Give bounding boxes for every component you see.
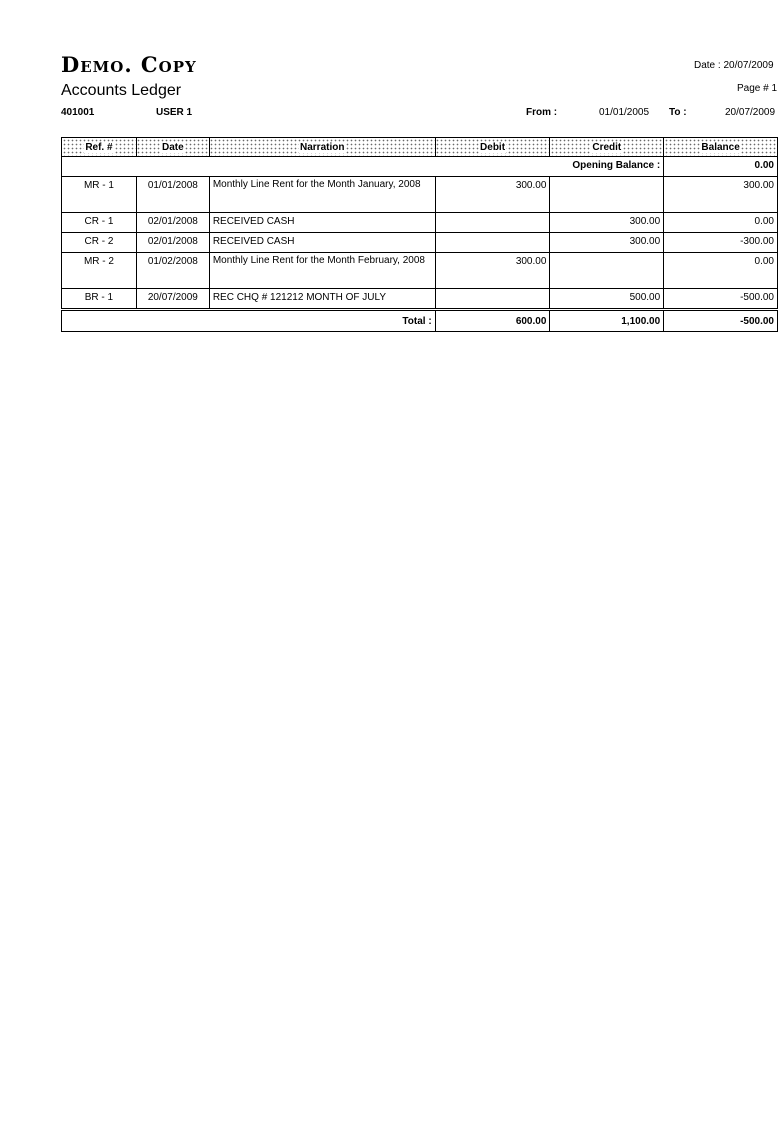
account-code: 401001 [61, 107, 95, 118]
cell-ref: MR - 2 [62, 253, 137, 289]
cell-date: 20/07/2009 [136, 289, 209, 309]
cell-credit: 300.00 [550, 213, 664, 233]
cell-debit [435, 289, 550, 309]
from-label: From : [526, 107, 558, 118]
table-row [62, 177, 778, 213]
cell-date: 02/01/2008 [136, 213, 209, 233]
totals-label: Total : [62, 311, 436, 332]
table-row [62, 233, 778, 253]
total-debit: 600.00 [435, 311, 550, 332]
table-row [62, 253, 778, 289]
table-row [62, 213, 778, 233]
cell-debit: 300.00 [435, 253, 550, 289]
total-balance: -500.00 [664, 311, 778, 332]
company-name: Demo. Copy [61, 52, 197, 77]
table-header-row [62, 138, 778, 157]
opening-balance-value: 0.00 [664, 157, 778, 177]
cell-balance: -300.00 [664, 233, 778, 253]
to-label: To : [669, 107, 687, 118]
cell-date: 02/01/2008 [136, 233, 209, 253]
from-date: 01/01/2005 [599, 107, 650, 118]
ledger-table [61, 137, 778, 332]
cell-debit: 300.00 [435, 177, 550, 213]
column-header-debit: Debit [435, 138, 550, 157]
cell-balance: 0.00 [664, 253, 778, 289]
cell-narration: Monthly Line Rent for the Month January, 2008 [209, 177, 435, 213]
cell-ref: BR - 1 [62, 289, 137, 309]
to-date: 20/07/2009 [725, 107, 776, 118]
cell-credit [550, 177, 664, 213]
column-header-date: Date [136, 138, 209, 157]
cell-credit: 300.00 [550, 233, 664, 253]
column-header-credit: Credit [550, 138, 664, 157]
cell-narration: RECEIVED CASH [209, 213, 435, 233]
cell-narration: REC CHQ # 121212 MONTH OF JULY [209, 289, 435, 309]
column-header-balance: Balance [664, 138, 778, 157]
report-title: Accounts Ledger [61, 82, 182, 99]
cell-date: 01/02/2008 [136, 253, 209, 289]
report-date: Date : 20/07/2009 [694, 60, 774, 71]
opening-balance-label: Opening Balance : [62, 157, 664, 177]
table-row [62, 289, 778, 309]
cell-ref: CR - 1 [62, 213, 137, 233]
column-header-ref: Ref. # [62, 138, 137, 157]
cell-debit [435, 233, 550, 253]
total-credit: 1,100.00 [550, 311, 664, 332]
cell-debit [435, 213, 550, 233]
cell-narration: Monthly Line Rent for the Month February, 2008 [209, 253, 435, 289]
cell-narration: RECEIVED CASH [209, 233, 435, 253]
opening-balance-row [62, 157, 778, 177]
cell-balance: 300.00 [664, 177, 778, 213]
cell-balance: 0.00 [664, 213, 778, 233]
totals-row [62, 311, 778, 332]
account-name: USER 1 [156, 107, 193, 118]
column-header-narration: Narration [209, 138, 435, 157]
cell-ref: CR - 2 [62, 233, 137, 253]
cell-credit: 500.00 [550, 289, 664, 309]
cell-credit [550, 253, 664, 289]
page-number: Page # 1 [737, 83, 778, 94]
cell-balance: -500.00 [664, 289, 778, 309]
cell-ref: MR - 1 [62, 177, 137, 213]
cell-date: 01/01/2008 [136, 177, 209, 213]
